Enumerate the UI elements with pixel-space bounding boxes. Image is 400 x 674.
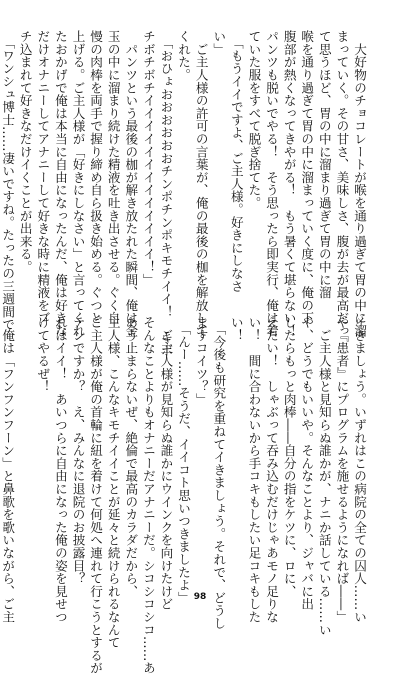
lower-line: したらもっと肉棒――自分の指をケツに、ロに、 xyxy=(281,316,297,598)
lower-line: ご主人様が俺の首輪に紐を着けて何処へ連れて行こうとするが xyxy=(88,316,104,674)
upper-line: ていた服をすべて脱ぎ捨てた。 xyxy=(246,30,262,210)
lower-line: イきましょう。いずれはこの病院の全ての囚人……い xyxy=(352,316,367,624)
lower-line: 俺は「フンフンフーン」と鼻歌を歌いながら、ご主 xyxy=(0,316,16,624)
lower-line: い！ xyxy=(228,316,244,342)
lower-line: い！ 間に合わないから手コキもしたい足コキもした xyxy=(246,316,262,624)
upper-line: まっていく。その甘さ、美味しさ、腹が去が最高だっ xyxy=(334,30,350,338)
page-number: 98 xyxy=(193,592,207,602)
lower-line: ご主人様が見知らぬ誰かにウインクを向けたけど xyxy=(158,316,174,611)
upper-line: 腹部が熱くなってきやがる！ もう暑くて堪らない！ xyxy=(281,30,297,338)
lower-line: 主人様、こんなキモチイイことが延々と続けられるなんて xyxy=(105,316,121,649)
lower-line: あう止まらないぜ、絶倫で最高のカラダだから、 xyxy=(123,316,139,598)
upper-line: 上げる。ご主人様が「好きにしなさい」と言ってくれ xyxy=(70,30,86,338)
upper-line: パンツも脱いでやる！ そう思ったら即実行、俺は着 xyxy=(264,30,280,338)
lower-line: えたい！ しゃぶって吞み込むだけじゃあモノ足りな xyxy=(264,316,280,624)
upper-line: 「ワンシュ博士……凄いですね。たったの三週間で xyxy=(0,30,16,331)
upper-line: だけオナニーしてアナニーして好きな時に精液をブ xyxy=(35,30,51,325)
lower-line: 「んー……そうだ、イイコト思いつきましたよ」 xyxy=(176,316,192,605)
lower-line: れはイイ！ あいつらに自由になった俺の姿を見せつ xyxy=(52,316,68,624)
upper-line: チボチボチイイイイイイイイイイイイイ！」 xyxy=(140,30,156,286)
lower-line: 「今後も研究を重ねてイきましょう。それで、どうし xyxy=(211,316,227,630)
upper-line: 大好物のチョコレートが喉を通り過ぎて胃の中に溜 xyxy=(352,30,367,338)
lower-line: けてやるぜ！ xyxy=(35,316,51,393)
upper-line: パンツという最後の枷が解き放たれた瞬間、俺は金 xyxy=(123,30,139,338)
upper-line: 喉を通り過ぎて胃の中に溜まっていく度に、俺の下 xyxy=(299,30,315,325)
upper-line: たおかげで俺は本当に自由になったんだ、俺は好きな xyxy=(52,30,68,338)
upper-line: 玉の中に溜まり続けた精液を吐き出させる。ぐく自 xyxy=(105,30,121,325)
lower-line: や、どうでもいいや。そんなことより、ジャバに出 xyxy=(299,316,315,611)
lower-line: テンですか？ え、みんなに退院のお披露目？ xyxy=(70,316,86,585)
upper-line: て思うほど、胃の中に溜まり過ぎて胃の中に溜 xyxy=(316,30,332,299)
lower-line: や『患者』にプログラムを施せるようになれば――」 xyxy=(334,316,350,624)
upper-line: 「おひょおおおおおおチンポチンポキモチイイ！ キボ xyxy=(158,30,174,357)
upper-line: い」 xyxy=(211,30,227,56)
upper-line: 「もうイイですよ、ご主人様。好きにしなさ xyxy=(228,30,244,293)
upper-line: ご主人様の許可の言葉が、俺の最後の枷を解放して xyxy=(193,30,209,338)
upper-line: 慢の肉棒を両手で握り締め自ら扱き始める。ぐつと xyxy=(88,30,104,325)
lower-line: ご主人様と見知らぬ誰かが、ナニか話している……い xyxy=(316,316,332,636)
lower-line: ますコイツ？」 xyxy=(193,316,209,406)
upper-line: くれた。 xyxy=(176,30,192,82)
lower-line xyxy=(16,316,34,578)
lower-line: そんなことよりもオナニーだアナニーだ。シコシコシコ……あ xyxy=(140,316,156,674)
upper-line: チ込まれて好きなだけイくことが出来る。 xyxy=(17,30,33,274)
